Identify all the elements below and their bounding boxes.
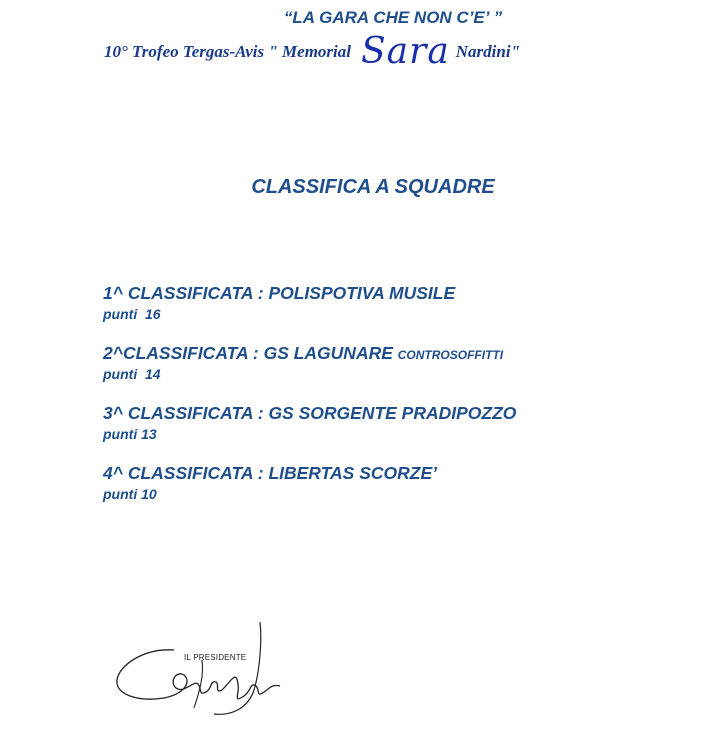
header-trophy-title xyxy=(104,31,521,72)
standing-label xyxy=(103,463,516,485)
signature-scribble xyxy=(114,620,304,720)
standing-item xyxy=(103,463,516,503)
signature-block xyxy=(114,620,304,720)
header-slogan: “LA GARA CHE NON C’E’ ” xyxy=(283,8,503,27)
standing-label-small: CONTROSOFFITTI xyxy=(397,348,504,362)
standing-label-text: 4^ CLASSIFICATA : LIBERTAS SCORZE’ xyxy=(103,463,437,483)
signature-caption: IL PRESIDENTE xyxy=(184,653,247,662)
standing-label-text: 3^ CLASSIFICATA : GS SORGENTE PRADIPOZZO xyxy=(103,403,517,423)
page-title: CLASSIFICA A SQUADRE xyxy=(251,176,495,198)
standing-label xyxy=(103,283,516,305)
standing-label-text: 1^ CLASSIFICATA : POLISPOTIVA MUSILE xyxy=(103,283,456,303)
standing-item xyxy=(103,403,516,443)
header-trophy-suffix: Nardini" xyxy=(455,42,521,61)
standing-points: punti 13 xyxy=(103,426,157,442)
standing-label-text: 2^CLASSIFICATA : GS LAGUNARE xyxy=(103,343,398,363)
header-memorial-name: Sara xyxy=(360,31,450,72)
standing-label xyxy=(103,343,516,365)
standing-item xyxy=(103,343,516,383)
standing-points: punti 10 xyxy=(103,486,157,502)
standing-label xyxy=(103,403,516,425)
standing-points: punti 16 xyxy=(103,306,161,322)
standing-points: punti 14 xyxy=(103,366,161,382)
standing-item xyxy=(103,283,516,323)
standings-list xyxy=(103,283,516,523)
header-trophy-prefix: 10° Trofeo Tergas-Avis " Memorial xyxy=(104,42,351,61)
